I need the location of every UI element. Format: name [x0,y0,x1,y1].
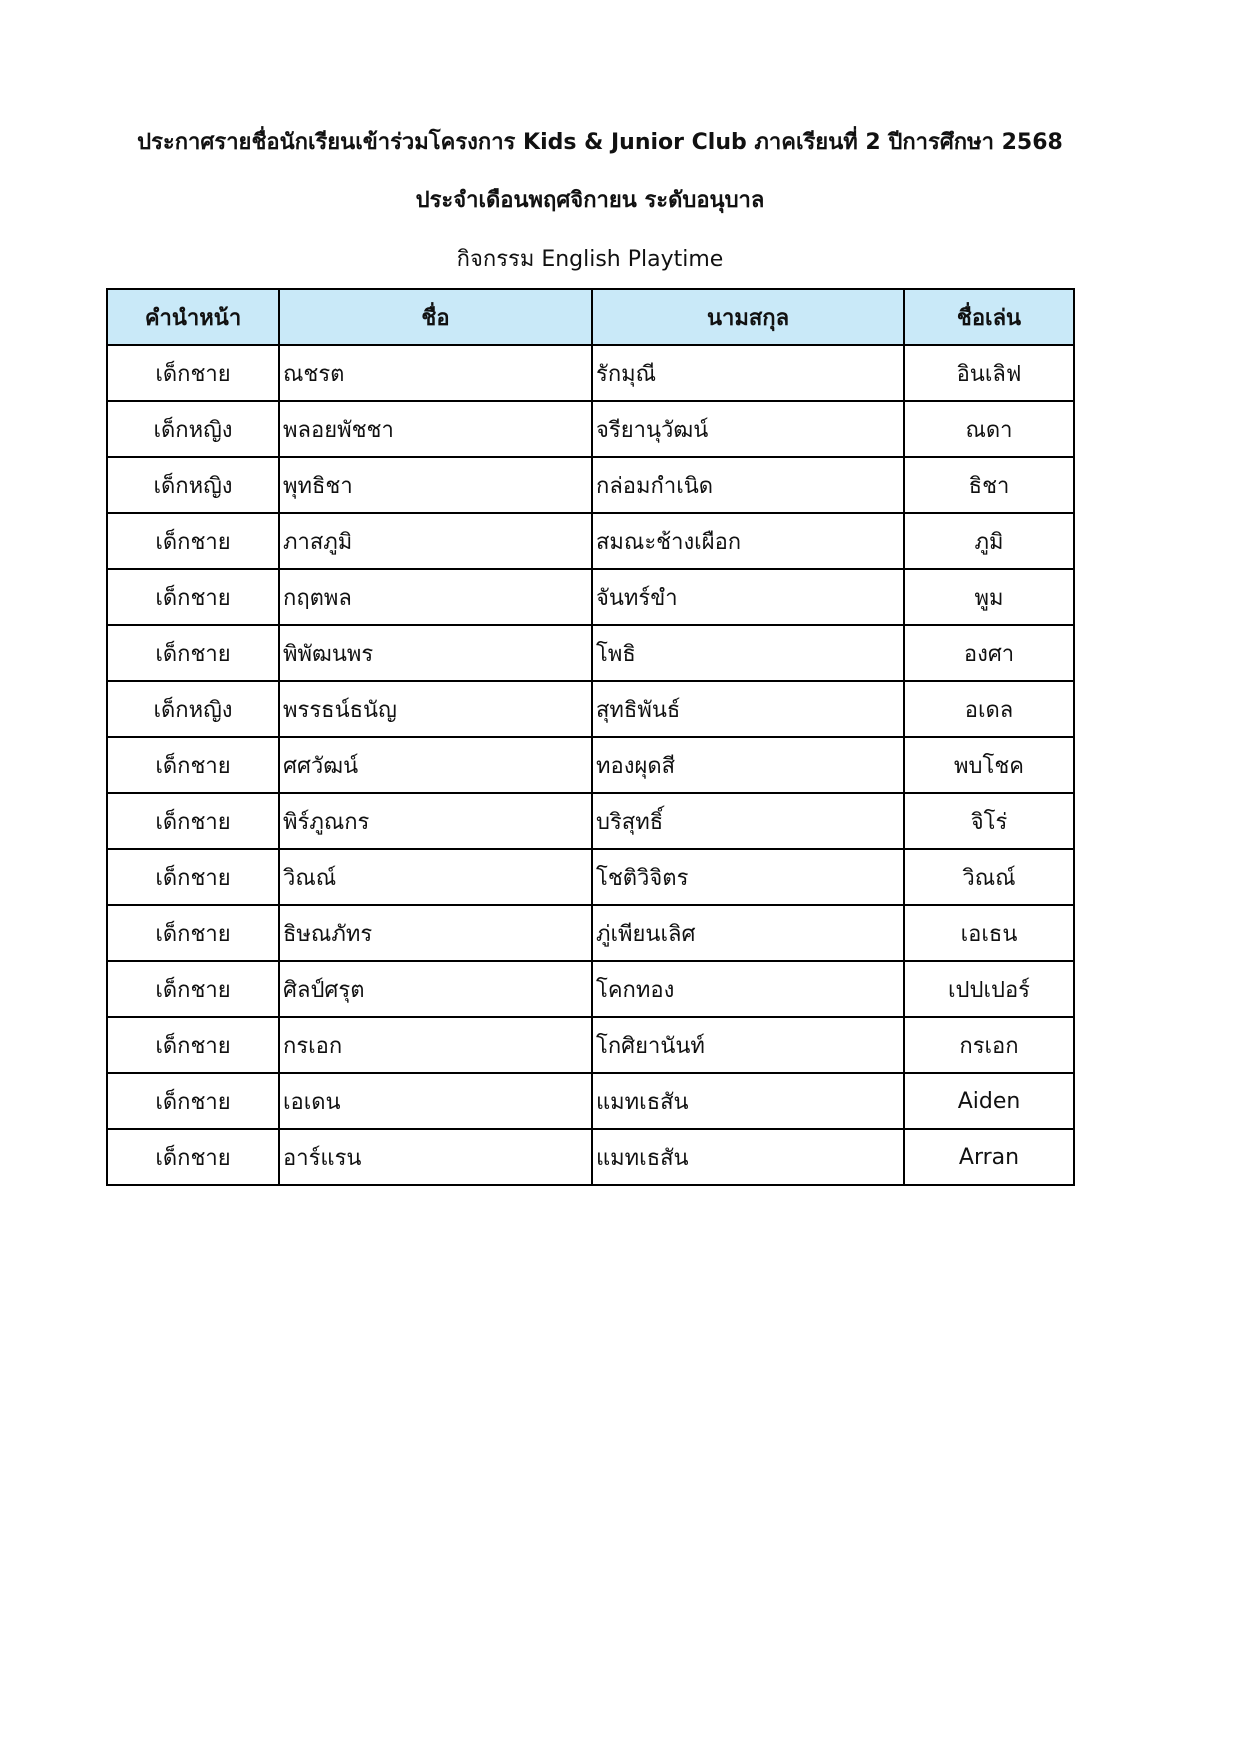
cell-prefix: เด็กชาย [107,1129,279,1185]
table-row [107,1129,1074,1185]
cell-prefix: เด็กชาย [107,1073,279,1129]
cell-first-name: พลอยพัชชา [279,401,592,457]
announcement-title: ประกาศรายชื่อนักเรียนเข้าร่วมโครงการ Kids & Junior Club ภาคเรียนที่ 2 ปีการศึกษา 2568 [137,130,1063,155]
cell-first-name: พุทธิชา [279,457,592,513]
cell-first-name: ณชรต [279,345,592,401]
cell-nickname: Arran [904,1129,1074,1185]
cell-first-name: วิณณ์ [279,849,592,905]
header-last-name: นามสกุล [592,289,904,345]
table-row [107,681,1074,737]
cell-first-name: พรรธน์ธนัญ [279,681,592,737]
cell-first-name: เอเดน [279,1073,592,1129]
table-row [107,1017,1074,1073]
cell-last-name: ภู่เพียนเลิศ [592,905,904,961]
cell-prefix: เด็กชาย [107,625,279,681]
cell-last-name: บริสุทธิ์ [592,793,904,849]
table-header-row [107,289,1074,345]
cell-nickname: อินเลิฟ [904,345,1074,401]
header-first-name: ชื่อ [279,289,592,345]
table-row [107,1073,1074,1129]
cell-nickname: พบโชค [904,737,1074,793]
cell-nickname: ณดา [904,401,1074,457]
cell-first-name: กฤตพล [279,569,592,625]
cell-nickname: อเดล [904,681,1074,737]
cell-prefix: เด็กชาย [107,961,279,1017]
cell-prefix: เด็กหญิง [107,457,279,513]
cell-first-name: กรเอก [279,1017,592,1073]
cell-nickname: ภูมิ [904,513,1074,569]
cell-prefix: เด็กชาย [107,569,279,625]
table-row [107,849,1074,905]
cell-last-name: สุทธิพันธ์ [592,681,904,737]
cell-prefix: เด็กชาย [107,1017,279,1073]
cell-last-name: แมทเธสัน [592,1129,904,1185]
cell-nickname: วิณณ์ [904,849,1074,905]
cell-last-name: ทองผุดสี [592,737,904,793]
cell-prefix: เด็กชาย [107,849,279,905]
cell-nickname: องศา [904,625,1074,681]
header-prefix: คำนำหน้า [107,289,279,345]
table-row [107,345,1074,401]
cell-last-name: แมทเธสัน [592,1073,904,1129]
table-row [107,513,1074,569]
table-row [107,401,1074,457]
cell-first-name: อาร์แรน [279,1129,592,1185]
cell-last-name: โพธิ [592,625,904,681]
cell-prefix: เด็กหญิง [107,401,279,457]
cell-prefix: เด็กชาย [107,345,279,401]
table-row [107,569,1074,625]
cell-prefix: เด็กชาย [107,737,279,793]
cell-last-name: จันทร์ขำ [592,569,904,625]
cell-first-name: ภาสภูมิ [279,513,592,569]
cell-nickname: Aiden [904,1073,1074,1129]
cell-first-name: พิร์ภูณกร [279,793,592,849]
cell-nickname: จิโร่ [904,793,1074,849]
cell-last-name: กล่อมกำเนิด [592,457,904,513]
cell-first-name: ศศวัฒน์ [279,737,592,793]
table-row [107,961,1074,1017]
cell-last-name: โชติวิจิตร [592,849,904,905]
cell-last-name: จรียานุวัฒน์ [592,401,904,457]
cell-nickname: เอเธน [904,905,1074,961]
cell-first-name: ธิษณภัทร [279,905,592,961]
table-row [107,625,1074,681]
cell-last-name: สมณะช้างเผือก [592,513,904,569]
cell-nickname: ธิชา [904,457,1074,513]
cell-prefix: เด็กหญิง [107,681,279,737]
cell-last-name: โคกทอง [592,961,904,1017]
student-roster-table [106,288,1075,1186]
table-row [107,457,1074,513]
announcement-subtitle-month-level: ประจำเดือนพฤศจิกายน ระดับอนุบาล [415,188,765,213]
cell-nickname: กรเอก [904,1017,1074,1073]
cell-last-name: โกศิยานันท์ [592,1017,904,1073]
header-nickname: ชื่อเล่น [904,289,1074,345]
cell-prefix: เด็กชาย [107,513,279,569]
cell-nickname: พูม [904,569,1074,625]
table-row [107,737,1074,793]
announcement-activity-title: กิจกรรม English Playtime [456,247,724,272]
cell-nickname: เปปเปอร์ [904,961,1074,1017]
table-row [107,793,1074,849]
table-row [107,905,1074,961]
cell-last-name: รักมุณี [592,345,904,401]
cell-prefix: เด็กชาย [107,905,279,961]
cell-first-name: พิพัฒนพร [279,625,592,681]
cell-first-name: ศิลป์ศรุต [279,961,592,1017]
cell-prefix: เด็กชาย [107,793,279,849]
